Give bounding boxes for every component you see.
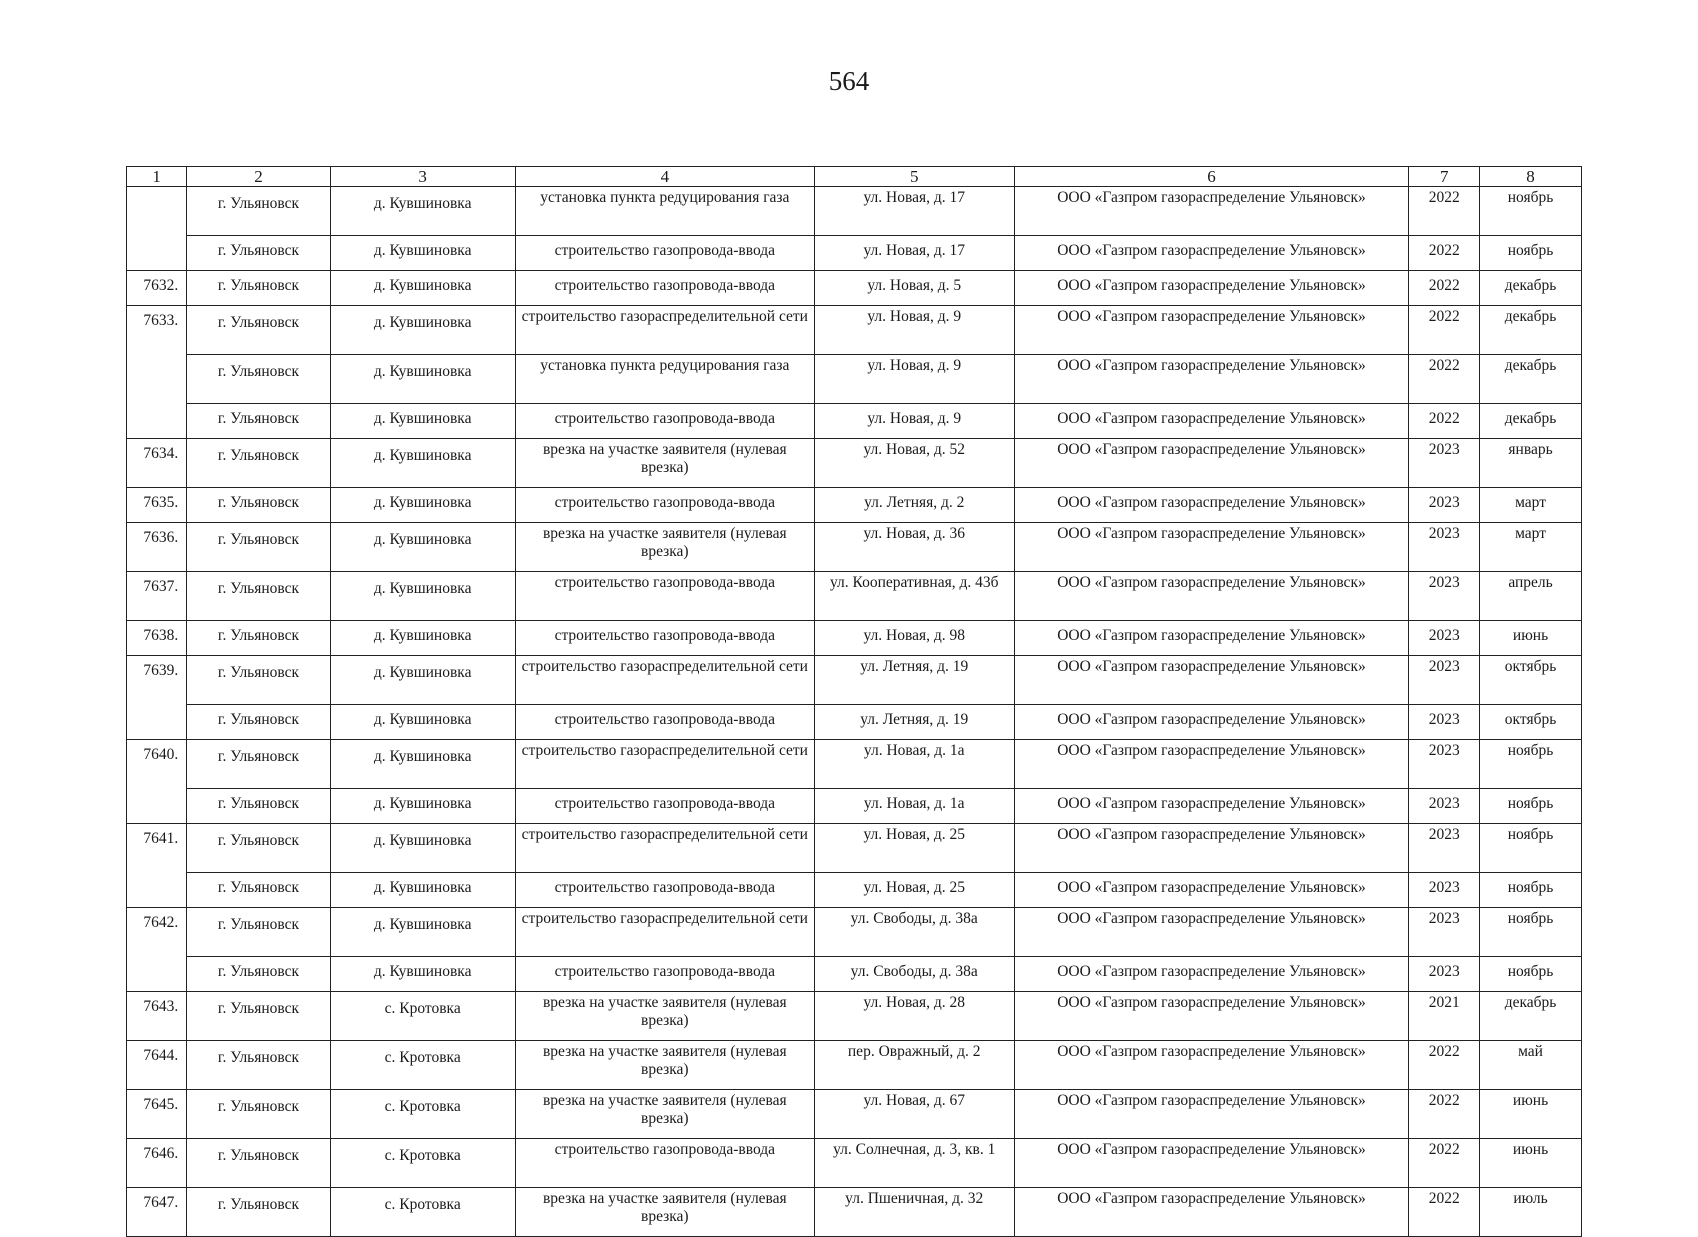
address-cell: ул. Новая, д. 5 bbox=[814, 271, 1014, 306]
address-cell: ул. Новая, д. 25 bbox=[814, 824, 1014, 873]
city-cell: г. Ульяновск bbox=[187, 740, 330, 789]
settlement-cell: с. Кротовка bbox=[330, 1188, 515, 1237]
month-cell: декабрь bbox=[1480, 992, 1582, 1041]
organization-cell: ООО «Газпром газораспределение Ульяновск» bbox=[1014, 355, 1409, 404]
table-row bbox=[127, 488, 1582, 523]
month-cell: ноябрь bbox=[1480, 824, 1582, 873]
work-type-cell: строительство газопровода-ввода bbox=[515, 488, 814, 523]
city-cell: г. Ульяновск bbox=[187, 355, 330, 404]
organization-cell: ООО «Газпром газораспределение Ульяновск» bbox=[1014, 306, 1409, 355]
year-cell: 2022 bbox=[1409, 306, 1480, 355]
address-cell: ул. Летняя, д. 2 bbox=[814, 488, 1014, 523]
settlement-cell: д. Кувшиновка bbox=[330, 439, 515, 488]
month-cell: декабрь bbox=[1480, 404, 1582, 439]
address-cell: ул. Новая, д. 52 bbox=[814, 439, 1014, 488]
year-cell: 2022 bbox=[1409, 187, 1480, 236]
organization-cell: ООО «Газпром газораспределение Ульяновск» bbox=[1014, 656, 1409, 705]
table-row bbox=[127, 355, 1582, 404]
address-cell: ул. Летняя, д. 19 bbox=[814, 656, 1014, 705]
organization-cell: ООО «Газпром газораспределение Ульяновск» bbox=[1014, 908, 1409, 957]
year-cell: 2022 bbox=[1409, 236, 1480, 271]
column-header-4: 4 bbox=[515, 167, 814, 187]
table-row bbox=[127, 1041, 1582, 1090]
city-cell: г. Ульяновск bbox=[187, 572, 330, 621]
address-cell: пер. Овражный, д. 2 bbox=[814, 1041, 1014, 1090]
organization-cell: ООО «Газпром газораспределение Ульяновск» bbox=[1014, 1188, 1409, 1237]
city-cell: г. Ульяновск bbox=[187, 992, 330, 1041]
year-cell: 2023 bbox=[1409, 873, 1480, 908]
city-cell: г. Ульяновск bbox=[187, 1090, 330, 1139]
city-cell: г. Ульяновск bbox=[187, 523, 330, 572]
address-cell: ул. Летняя, д. 19 bbox=[814, 705, 1014, 740]
month-cell: октябрь bbox=[1480, 656, 1582, 705]
row-number-cell: 7647. bbox=[127, 1188, 187, 1237]
city-cell: г. Ульяновск bbox=[187, 1139, 330, 1188]
work-type-cell: строительство газопровода-ввода bbox=[515, 705, 814, 740]
table-row bbox=[127, 236, 1582, 271]
row-number-cell: 7632. bbox=[127, 271, 187, 306]
settlement-cell: д. Кувшиновка bbox=[330, 572, 515, 621]
work-type-cell: врезка на участке заявителя (нулевая врезка) bbox=[515, 439, 814, 488]
table-row bbox=[127, 439, 1582, 488]
city-cell: г. Ульяновск bbox=[187, 873, 330, 908]
row-number-cell: 7640. bbox=[127, 740, 187, 824]
column-header-7: 7 bbox=[1409, 167, 1480, 187]
work-type-cell: строительство газопровода-ввода bbox=[515, 572, 814, 621]
work-type-cell: строительство газопровода-ввода bbox=[515, 271, 814, 306]
address-cell: ул. Новая, д. 1а bbox=[814, 740, 1014, 789]
settlement-cell: д. Кувшиновка bbox=[330, 236, 515, 271]
work-type-cell: врезка на участке заявителя (нулевая врезка) bbox=[515, 523, 814, 572]
table-row bbox=[127, 621, 1582, 656]
city-cell: г. Ульяновск bbox=[187, 306, 330, 355]
month-cell: март bbox=[1480, 523, 1582, 572]
year-cell: 2023 bbox=[1409, 908, 1480, 957]
settlement-cell: д. Кувшиновка bbox=[330, 824, 515, 873]
month-cell: ноябрь bbox=[1480, 187, 1582, 236]
year-cell: 2023 bbox=[1409, 621, 1480, 656]
organization-cell: ООО «Газпром газораспределение Ульяновск» bbox=[1014, 439, 1409, 488]
city-cell: г. Ульяновск bbox=[187, 187, 330, 236]
settlement-cell: д. Кувшиновка bbox=[330, 306, 515, 355]
address-cell: ул. Новая, д. 98 bbox=[814, 621, 1014, 656]
row-number-cell bbox=[127, 187, 187, 271]
settlement-cell: д. Кувшиновка bbox=[330, 187, 515, 236]
organization-cell: ООО «Газпром газораспределение Ульяновск» bbox=[1014, 740, 1409, 789]
table-row bbox=[127, 992, 1582, 1041]
month-cell: июнь bbox=[1480, 621, 1582, 656]
column-header-3: 3 bbox=[330, 167, 515, 187]
year-cell: 2023 bbox=[1409, 789, 1480, 824]
table-row bbox=[127, 523, 1582, 572]
table-row bbox=[127, 908, 1582, 957]
column-header-5: 5 bbox=[814, 167, 1014, 187]
address-cell: ул. Пшеничная, д. 32 bbox=[814, 1188, 1014, 1237]
month-cell: ноябрь bbox=[1480, 740, 1582, 789]
settlement-cell: д. Кувшиновка bbox=[330, 488, 515, 523]
row-number-cell: 7645. bbox=[127, 1090, 187, 1139]
table-row bbox=[127, 271, 1582, 306]
month-cell: декабрь bbox=[1480, 271, 1582, 306]
organization-cell: ООО «Газпром газораспределение Ульяновск» bbox=[1014, 271, 1409, 306]
organization-cell: ООО «Газпром газораспределение Ульяновск» bbox=[1014, 1090, 1409, 1139]
table-row bbox=[127, 957, 1582, 992]
month-cell: апрель bbox=[1480, 572, 1582, 621]
year-cell: 2022 bbox=[1409, 355, 1480, 404]
month-cell: декабрь bbox=[1480, 306, 1582, 355]
settlement-cell: д. Кувшиновка bbox=[330, 740, 515, 789]
table-row bbox=[127, 824, 1582, 873]
table-row bbox=[127, 873, 1582, 908]
work-type-cell: врезка на участке заявителя (нулевая врезка) bbox=[515, 992, 814, 1041]
month-cell: март bbox=[1480, 488, 1582, 523]
year-cell: 2022 bbox=[1409, 1090, 1480, 1139]
address-cell: ул. Новая, д. 17 bbox=[814, 187, 1014, 236]
year-cell: 2022 bbox=[1409, 271, 1480, 306]
month-cell: ноябрь bbox=[1480, 789, 1582, 824]
address-cell: ул. Новая, д. 67 bbox=[814, 1090, 1014, 1139]
work-type-cell: строительство газопровода-ввода bbox=[515, 957, 814, 992]
year-cell: 2023 bbox=[1409, 439, 1480, 488]
row-number-cell: 7639. bbox=[127, 656, 187, 740]
work-type-cell: строительство газопровода-ввода bbox=[515, 789, 814, 824]
month-cell: июль bbox=[1480, 1188, 1582, 1237]
city-cell: г. Ульяновск bbox=[187, 271, 330, 306]
row-number-cell: 7635. bbox=[127, 488, 187, 523]
month-cell: январь bbox=[1480, 439, 1582, 488]
work-type-cell: строительство газораспределительной сети bbox=[515, 824, 814, 873]
settlement-cell: д. Кувшиновка bbox=[330, 271, 515, 306]
settlement-cell: д. Кувшиновка bbox=[330, 523, 515, 572]
year-cell: 2022 bbox=[1409, 404, 1480, 439]
month-cell: ноябрь bbox=[1480, 873, 1582, 908]
table-row bbox=[127, 789, 1582, 824]
organization-cell: ООО «Газпром газораспределение Ульяновск» bbox=[1014, 404, 1409, 439]
address-cell: ул. Новая, д. 36 bbox=[814, 523, 1014, 572]
address-cell: ул. Новая, д. 9 bbox=[814, 404, 1014, 439]
table-row bbox=[127, 1188, 1582, 1237]
work-type-cell: строительство газопровода-ввода bbox=[515, 873, 814, 908]
address-cell: ул. Новая, д. 9 bbox=[814, 306, 1014, 355]
city-cell: г. Ульяновск bbox=[187, 404, 330, 439]
table-row bbox=[127, 656, 1582, 705]
address-cell: ул. Солнечная, д. 3, кв. 1 bbox=[814, 1139, 1014, 1188]
table-row bbox=[127, 187, 1582, 236]
organization-cell: ООО «Газпром газораспределение Ульяновск» bbox=[1014, 1041, 1409, 1090]
column-header-1: 1 bbox=[127, 167, 187, 187]
organization-cell: ООО «Газпром газораспределение Ульяновск» bbox=[1014, 705, 1409, 740]
year-cell: 2021 bbox=[1409, 992, 1480, 1041]
row-number-cell: 7642. bbox=[127, 908, 187, 992]
work-type-cell: врезка на участке заявителя (нулевая врезка) bbox=[515, 1188, 814, 1237]
column-header-8: 8 bbox=[1480, 167, 1582, 187]
year-cell: 2023 bbox=[1409, 957, 1480, 992]
work-type-cell: установка пункта редуцирования газа bbox=[515, 187, 814, 236]
row-number-cell: 7634. bbox=[127, 439, 187, 488]
year-cell: 2023 bbox=[1409, 656, 1480, 705]
organization-cell: ООО «Газпром газораспределение Ульяновск» bbox=[1014, 621, 1409, 656]
row-number-cell: 7636. bbox=[127, 523, 187, 572]
year-cell: 2023 bbox=[1409, 824, 1480, 873]
city-cell: г. Ульяновск bbox=[187, 621, 330, 656]
work-type-cell: строительство газопровода-ввода bbox=[515, 236, 814, 271]
page-number: 564 bbox=[828, 66, 870, 96]
table-row bbox=[127, 404, 1582, 439]
row-number-cell: 7633. bbox=[127, 306, 187, 439]
address-cell: ул. Новая, д. 1а bbox=[814, 789, 1014, 824]
row-number-cell: 7643. bbox=[127, 992, 187, 1041]
year-cell: 2022 bbox=[1409, 1188, 1480, 1237]
settlement-cell: д. Кувшиновка bbox=[330, 656, 515, 705]
row-number-cell: 7646. bbox=[127, 1139, 187, 1188]
settlement-cell: с. Кротовка bbox=[330, 1139, 515, 1188]
table-row bbox=[127, 1090, 1582, 1139]
table-body bbox=[127, 187, 1582, 1237]
year-cell: 2023 bbox=[1409, 488, 1480, 523]
city-cell: г. Ульяновск bbox=[187, 705, 330, 740]
work-type-cell: строительство газораспределительной сети bbox=[515, 306, 814, 355]
settlement-cell: с. Кротовка bbox=[330, 992, 515, 1041]
settlement-cell: д. Кувшиновка bbox=[330, 789, 515, 824]
table-row bbox=[127, 1139, 1582, 1188]
month-cell: ноябрь bbox=[1480, 236, 1582, 271]
settlement-cell: д. Кувшиновка bbox=[330, 908, 515, 957]
year-cell: 2023 bbox=[1409, 740, 1480, 789]
organization-cell: ООО «Газпром газораспределение Ульяновск» bbox=[1014, 873, 1409, 908]
settlement-cell: д. Кувшиновка bbox=[330, 873, 515, 908]
settlement-cell: д. Кувшиновка bbox=[330, 621, 515, 656]
organization-cell: ООО «Газпром газораспределение Ульяновск» bbox=[1014, 236, 1409, 271]
address-cell: ул. Новая, д. 28 bbox=[814, 992, 1014, 1041]
city-cell: г. Ульяновск bbox=[187, 789, 330, 824]
organization-cell: ООО «Газпром газораспределение Ульяновск» bbox=[1014, 488, 1409, 523]
row-number-cell: 7638. bbox=[127, 621, 187, 656]
month-cell: ноябрь bbox=[1480, 908, 1582, 957]
year-cell: 2022 bbox=[1409, 1041, 1480, 1090]
month-cell: июнь bbox=[1480, 1139, 1582, 1188]
work-type-cell: строительство газораспределительной сети bbox=[515, 908, 814, 957]
work-type-cell: строительство газораспределительной сети bbox=[515, 656, 814, 705]
address-cell: ул. Новая, д. 9 bbox=[814, 355, 1014, 404]
address-cell: ул. Новая, д. 17 bbox=[814, 236, 1014, 271]
month-cell: октябрь bbox=[1480, 705, 1582, 740]
row-number-cell: 7644. bbox=[127, 1041, 187, 1090]
city-cell: г. Ульяновск bbox=[187, 908, 330, 957]
organization-cell: ООО «Газпром газораспределение Ульяновск» bbox=[1014, 789, 1409, 824]
year-cell: 2023 bbox=[1409, 523, 1480, 572]
organization-cell: ООО «Газпром газораспределение Ульяновск» bbox=[1014, 572, 1409, 621]
settlement-cell: с. Кротовка bbox=[330, 1041, 515, 1090]
organization-cell: ООО «Газпром газораспределение Ульяновск» bbox=[1014, 187, 1409, 236]
year-cell: 2023 bbox=[1409, 572, 1480, 621]
table-row bbox=[127, 740, 1582, 789]
settlement-cell: с. Кротовка bbox=[330, 1090, 515, 1139]
work-type-cell: строительство газопровода-ввода bbox=[515, 621, 814, 656]
city-cell: г. Ульяновск bbox=[187, 236, 330, 271]
city-cell: г. Ульяновск bbox=[187, 656, 330, 705]
settlement-cell: д. Кувшиновка bbox=[330, 705, 515, 740]
organization-cell: ООО «Газпром газораспределение Ульяновск» bbox=[1014, 957, 1409, 992]
work-type-cell: врезка на участке заявителя (нулевая врезка) bbox=[515, 1041, 814, 1090]
city-cell: г. Ульяновск bbox=[187, 824, 330, 873]
work-type-cell: строительство газопровода-ввода bbox=[515, 1139, 814, 1188]
work-type-cell: строительство газораспределительной сети bbox=[515, 740, 814, 789]
address-cell: ул. Новая, д. 25 bbox=[814, 873, 1014, 908]
city-cell: г. Ульяновск bbox=[187, 488, 330, 523]
organization-cell: ООО «Газпром газораспределение Ульяновск» bbox=[1014, 1139, 1409, 1188]
organization-cell: ООО «Газпром газораспределение Ульяновск» bbox=[1014, 523, 1409, 572]
month-cell: декабрь bbox=[1480, 355, 1582, 404]
organization-cell: ООО «Газпром газораспределение Ульяновск» bbox=[1014, 992, 1409, 1041]
address-cell: ул. Свободы, д. 38а bbox=[814, 908, 1014, 957]
work-type-cell: установка пункта редуцирования газа bbox=[515, 355, 814, 404]
settlement-cell: д. Кувшиновка bbox=[330, 404, 515, 439]
month-cell: июнь bbox=[1480, 1090, 1582, 1139]
settlement-cell: д. Кувшиновка bbox=[330, 355, 515, 404]
city-cell: г. Ульяновск bbox=[187, 1041, 330, 1090]
column-header-2: 2 bbox=[187, 167, 330, 187]
month-cell: май bbox=[1480, 1041, 1582, 1090]
data-table bbox=[126, 166, 1582, 1237]
city-cell: г. Ульяновск bbox=[187, 439, 330, 488]
address-cell: ул. Свободы, д. 38а bbox=[814, 957, 1014, 992]
year-cell: 2022 bbox=[1409, 1139, 1480, 1188]
settlement-cell: д. Кувшиновка bbox=[330, 957, 515, 992]
month-cell: ноябрь bbox=[1480, 957, 1582, 992]
table-row bbox=[127, 306, 1582, 355]
year-cell: 2023 bbox=[1409, 705, 1480, 740]
column-header-6: 6 bbox=[1014, 167, 1409, 187]
work-type-cell: строительство газопровода-ввода bbox=[515, 404, 814, 439]
city-cell: г. Ульяновск bbox=[187, 1188, 330, 1237]
row-number-cell: 7637. bbox=[127, 572, 187, 621]
address-cell: ул. Кооперативная, д. 43б bbox=[814, 572, 1014, 621]
work-type-cell: врезка на участке заявителя (нулевая врезка) bbox=[515, 1090, 814, 1139]
city-cell: г. Ульяновск bbox=[187, 957, 330, 992]
table-row bbox=[127, 572, 1582, 621]
row-number-cell: 7641. bbox=[127, 824, 187, 908]
header-row bbox=[127, 167, 1582, 187]
table-row bbox=[127, 705, 1582, 740]
organization-cell: ООО «Газпром газораспределение Ульяновск» bbox=[1014, 824, 1409, 873]
